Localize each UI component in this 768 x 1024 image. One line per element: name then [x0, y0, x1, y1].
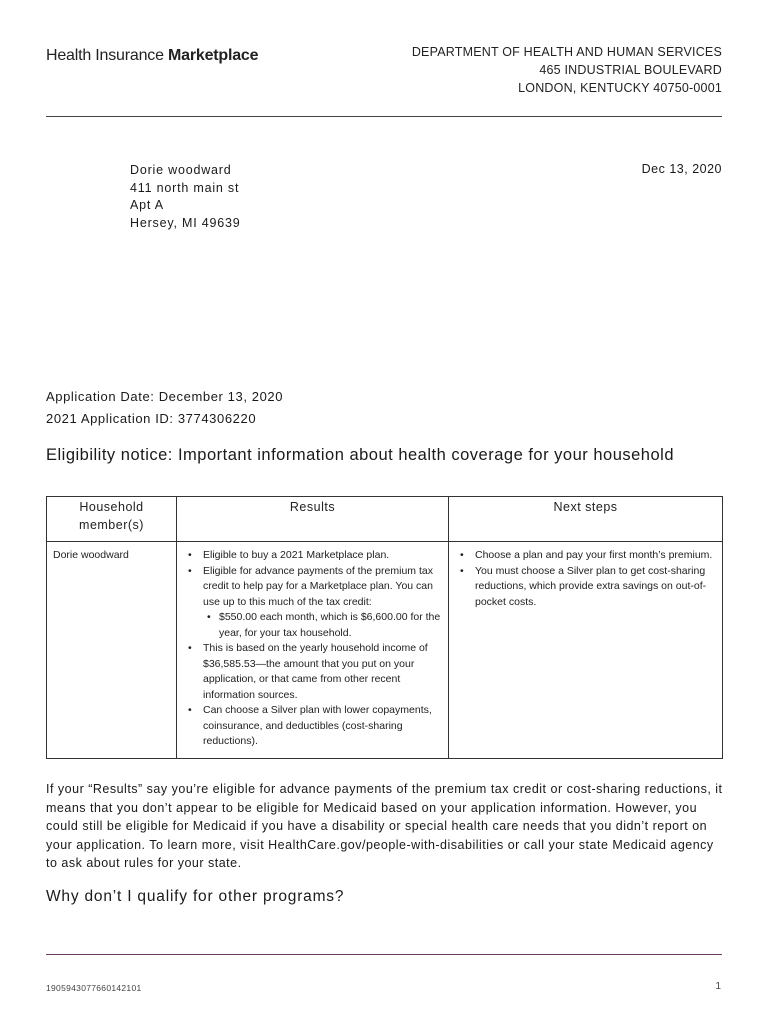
- logo-text-marketplace: Marketplace: [168, 47, 259, 64]
- recipient-street: 411 north main st: [130, 180, 240, 195]
- logo-text-health-insurance: Health Insurance: [46, 47, 169, 64]
- notice-date: Dec 13, 2020: [641, 162, 722, 176]
- medicaid-explanation-paragraph: If your “Results” say you’re eligible for advance payments of the premium tax credit or cost-sharing reductions, it means that you don’t appear to be eligible for Medicaid based on your application information. However, you could still be eligible for Medicaid if you have a disability or special health care needs that you didn’t report on your application. To learn more, visit HealthCare.gov/people-with-disabilities or call your state Medicaid agency to ask about rules for your state.: [46, 782, 723, 870]
- result-subitem: • $550.00 each month, which is $6,600.00 for the year, for your tax household.: [219, 610, 442, 641]
- results-cell: [177, 542, 449, 759]
- next-steps-cell: [449, 542, 723, 759]
- application-id: 2021 Application ID: 3774306220: [46, 411, 257, 426]
- application-info: [46, 386, 283, 430]
- page-number: 1: [715, 981, 721, 992]
- member-cell: Dorie woodward: [47, 542, 177, 759]
- section-title-other-programs: Why don’t I qualify for other programs?: [46, 888, 345, 905]
- recipient-name: Dorie woodward: [130, 163, 232, 177]
- notice-title: Eligibility notice: Important information about health coverage for your household: [46, 446, 675, 464]
- marketplace-logo: [46, 47, 258, 65]
- agency-name: DEPARTMENT OF HEALTH AND HUMAN SERVICES: [411, 45, 722, 59]
- header-results: Results: [177, 497, 449, 542]
- application-date: Application Date: December 13, 2020: [46, 389, 284, 404]
- table-row: [47, 542, 723, 759]
- agency-address: [412, 43, 722, 97]
- header-divider: [46, 116, 722, 117]
- result-item: • Eligible to buy a 2021 Marketplace plan.: [203, 548, 442, 564]
- document-number: 1905943077660142101: [46, 983, 142, 993]
- recipient-city: Hersey, MI 49639: [130, 215, 241, 230]
- agency-city: LONDON, KENTUCKY 40750-0001: [518, 81, 722, 95]
- agency-street: 465 INDUSTRIAL BOULEVARD: [539, 63, 722, 77]
- recipient-address: [130, 162, 241, 232]
- result-item: [203, 564, 442, 642]
- header-next-steps: Next steps: [449, 497, 723, 542]
- footer-divider: [46, 954, 722, 955]
- next-steps-list: [455, 548, 716, 610]
- next-step-item: • You must choose a Silver plan to get cost-sharing reductions, which provide extra savings on out-of-pocket costs.: [475, 564, 716, 611]
- results-list: [183, 548, 442, 750]
- next-step-item: • Choose a plan and pay your first month’s premium.: [475, 548, 716, 564]
- result-item-text: Eligible for advance payments of the premium tax credit to help pay for a Marketplace plan. You can use up to this much of the tax credit:: [203, 564, 433, 608]
- result-item: • This is based on the yearly household income of $36,585.53—the amount that you put on your application, or that came from other recent information sources.: [203, 641, 442, 703]
- eligibility-table: [46, 496, 723, 759]
- header-household-members: Household member(s): [47, 497, 177, 542]
- result-item: • Can choose a Silver plan with lower copayments, coinsurance, and deductibles (cost-sharing reductions).: [203, 703, 442, 750]
- recipient-apt: Apt A: [130, 198, 164, 212]
- results-sublist: [203, 610, 442, 641]
- table-header-row: [47, 497, 723, 542]
